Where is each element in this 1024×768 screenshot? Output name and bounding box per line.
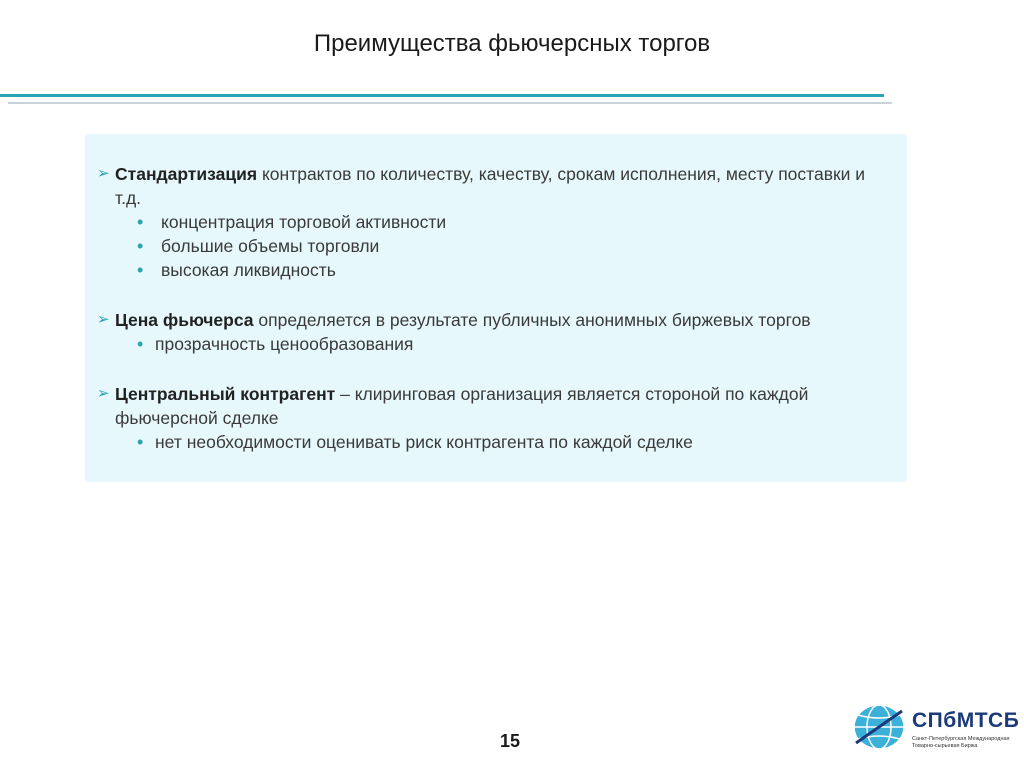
list-item-futures-price <box>97 308 887 356</box>
globe-icon <box>852 703 906 751</box>
dot-bullet-icon: • <box>137 432 144 452</box>
list-item-central-counterparty <box>97 382 887 454</box>
item-bold-term: Центральный контрагент <box>115 384 336 404</box>
item-heading <box>97 308 887 332</box>
dot-bullet-icon: • <box>137 260 144 280</box>
item-heading <box>97 162 887 210</box>
page-number: 15 <box>500 731 521 751</box>
title-underline <box>0 94 884 97</box>
sub-item <box>97 430 887 454</box>
dot-bullet-icon: • <box>137 236 144 256</box>
sub-list <box>97 332 887 356</box>
logo-name: СПбМТСБ <box>912 709 1020 732</box>
arrow-bullet-icon: ➢ <box>97 385 110 402</box>
item-bold-term: Стандартизация <box>115 164 258 184</box>
dot-bullet-icon: • <box>137 212 144 232</box>
item-text: – клиринговая организация является стороной по каждой фьючерсной сделке <box>115 384 809 428</box>
sub-list <box>97 210 887 282</box>
company-logo <box>852 703 1020 755</box>
sub-item <box>97 332 887 356</box>
sub-item <box>97 234 887 258</box>
list-item-standardization <box>97 162 887 282</box>
sub-list <box>97 430 887 454</box>
sub-item-text: прозрачность ценообразования <box>155 334 414 354</box>
title-underline-shadow <box>8 102 892 104</box>
sub-item-text: концентрация торговой активности <box>161 212 447 232</box>
item-text: определяется в результате публичных анонимных биржевых торгов <box>253 310 811 330</box>
dot-bullet-icon: • <box>137 334 144 354</box>
slide-title: Преимущества фьючерсных торгов <box>313 30 711 57</box>
sub-item-text: большие объемы торговли <box>161 236 380 256</box>
sub-item-text: высокая ликвидность <box>161 260 336 280</box>
arrow-bullet-icon: ➢ <box>97 311 110 328</box>
item-bold-term: Цена фьючерса <box>115 310 254 330</box>
sub-item <box>97 210 887 234</box>
item-heading <box>97 382 887 430</box>
sub-item-text: нет необходимости оценивать риск контрагента по каждой сделке <box>155 432 693 452</box>
logo-subtitle: Санкт-Петербургская Международная Товарно-сырьевая Биржа <box>912 736 1010 749</box>
item-text: контрактов по количеству, качеству, срокам исполнения, месту поставки и т.д. <box>115 164 866 208</box>
content-panel <box>85 134 907 482</box>
arrow-bullet-icon: ➢ <box>97 165 110 182</box>
sub-item <box>97 258 887 282</box>
